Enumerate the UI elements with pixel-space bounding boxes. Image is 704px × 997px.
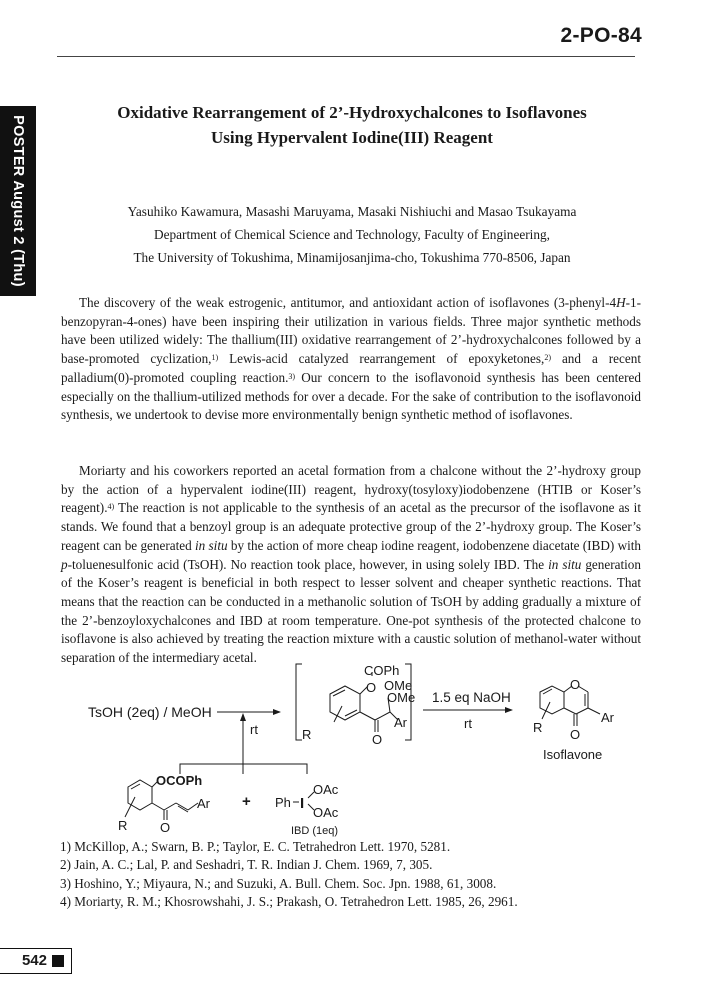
page-number-box	[0, 948, 72, 974]
product-name: Isoflavone	[543, 747, 603, 762]
italic-text: in situ	[548, 556, 582, 572]
side-tab	[0, 106, 36, 296]
label-o: O	[366, 680, 377, 695]
affiliation-line-1: Department of Chemical Science and Technology, Faculty of Engineering,	[153, 227, 550, 242]
ibd-label: IBD (1eq)	[291, 825, 339, 837]
paragraph-1	[61, 294, 641, 425]
label-product-ar: Ar	[601, 710, 614, 725]
square-marker-icon	[52, 955, 64, 967]
label-start-ar: Ar	[197, 796, 210, 811]
text: -toluenesulfonic acid (TsOH). No reaction took place, however, in using solely IBD. The	[67, 556, 549, 572]
title-line-2: Using Hypervalent Iodine(III) Reagent	[211, 128, 493, 147]
text: Moriarty and his coworkers reported an acetal formation from a chalcone without the 2’-hydroxy group by the action of a hypervalent iodine(III) reagent, hydroxy(tosyloxy)iodobenzene (HTIB or Koser’s reagent).	[61, 463, 641, 516]
text: The discovery of the weak estrogenic, antitumor, and antioxidant action of isoflavones (3-phenyl-4	[79, 295, 617, 310]
reaction-scheme	[80, 662, 660, 837]
label-ome-2: OMe	[387, 690, 416, 705]
label-r: R	[302, 727, 312, 742]
paper-title	[60, 100, 644, 150]
label-ring-o: O	[570, 677, 581, 692]
condition-rt-1: rt	[250, 722, 258, 737]
references	[60, 838, 518, 911]
reagent-tsoh: TsOH (2eq) / MeOH	[88, 704, 212, 720]
affiliation-line-2: The University of Tokushima, Minamijosanjima-cho, Tokushima 770-8506, Japan	[133, 250, 571, 265]
page-number: 542	[21, 952, 47, 969]
text: and a recent palladium(0)-promoted coupling reaction.	[61, 351, 641, 385]
italic-text: p	[61, 556, 68, 572]
side-tab-label: POSTER August 2 (Thu)	[10, 115, 26, 287]
text: -1-benzopyran-4-ones) have been inspiring their utilization in various fields. Three major synthetic methods have been utilized widely: The thallium(III) oxidative rearrangement of 2’-hydroxychalcones followed by a base-promoted cyclization,	[61, 295, 641, 367]
reagent-naoh: 1.5 eq NaOH	[432, 690, 511, 705]
header-rule	[57, 56, 635, 57]
text: Our concern to the isoflavonoid synthesis has been centered especially on the thallium-utilized methods for over a decade. For the sake of contribution to the isoflavonoid synthesis, we undertook to devise more environmentally benign synthetic method of isoflavones.	[61, 369, 641, 423]
italic-text: in situ	[195, 537, 228, 553]
label-start-r: R	[118, 818, 128, 833]
reference-item: 4) Moriarty, R. M.; Khosrowshahi, J. S.; Prakash, O. Tetrahedron Lett. 1985, 26, 2961.	[60, 893, 518, 909]
citation-2: 2)	[544, 353, 551, 363]
label-oac-2: OAc	[313, 805, 339, 820]
label-ocoph: OCOPh	[156, 773, 203, 788]
citation-4: 4)	[107, 502, 115, 512]
label-product-r: R	[533, 720, 543, 735]
italic-text: H	[616, 295, 626, 310]
author-names: Yasuhiko Kawamura, Masashi Maruyama, Masaki Nishiuchi and Masao Tsukayama	[127, 204, 577, 219]
text: generation of the Koser’s reagent is beneficial in both respect to lesser solvent and cheaper synthetic reactions. That means that the reaction can be conducted in a methanolic solution of TsOH by adding gradually a mixture of the 2’-benzoyloxychalcones and IBD at room temperature. One-pot synthesis of the protected chalcone to isoflavone is also achieved by treating the reaction mixture with a caustic solution of methanol-water without separation of the intermediary acetal.	[61, 556, 641, 666]
label-carbonyl-o: O	[372, 732, 383, 747]
title-line-1: Oxidative Rearrangement of 2’-Hydroxychalcones to Isoflavones	[117, 103, 587, 122]
label-ph: Ph	[275, 795, 291, 810]
citation-3: 3)	[288, 371, 296, 381]
reference-item: 3) Hoshino, Y.; Miyaura, N.; and Suzuki, A. Bull. Chem. Soc. Jpn. 1988, 61, 3008.	[60, 875, 497, 891]
label-ome-1: OMe	[384, 678, 413, 693]
isoflavone-structure	[540, 686, 600, 726]
poster-code: 2-PO-84	[560, 24, 642, 47]
label-iodine: I	[300, 795, 305, 812]
author-block	[60, 200, 644, 269]
plus-sign: +	[242, 793, 251, 810]
reference-item: 2) Jain, A. C.; Lal, P. and Seshadri, T. R. Indian J. Chem. 1969, 7, 305.	[60, 857, 433, 873]
label-oac-1: OAc	[313, 782, 339, 797]
text: by the action of more cheap iodine reagent, iodobenzene diacetate (IBD) with	[227, 537, 642, 553]
reference-item: 1) McKillop, A.; Swarn, B. P.; Taylor, E. C. Tetrahedron Lett. 1970, 5281.	[60, 839, 451, 854]
label-start-o: O	[160, 820, 171, 835]
citation-1: 1)	[211, 353, 219, 363]
paragraph-2	[61, 462, 641, 668]
label-ar: Ar	[394, 715, 407, 730]
text: Lewis-acid catalyzed rearrangement of epoxyketones,	[218, 351, 545, 367]
label-coph: COPh	[364, 663, 400, 678]
label-product-o: O	[570, 727, 581, 742]
text: The reaction is not applicable to the synthesis of an acetal as the precursor of the isoflavone as it stands. We found that a benzoyl group is an adequate protective group of the 2’-hydroxy group. The Koser’s reagent can be generated	[61, 500, 641, 553]
condition-rt-2: rt	[464, 716, 472, 731]
